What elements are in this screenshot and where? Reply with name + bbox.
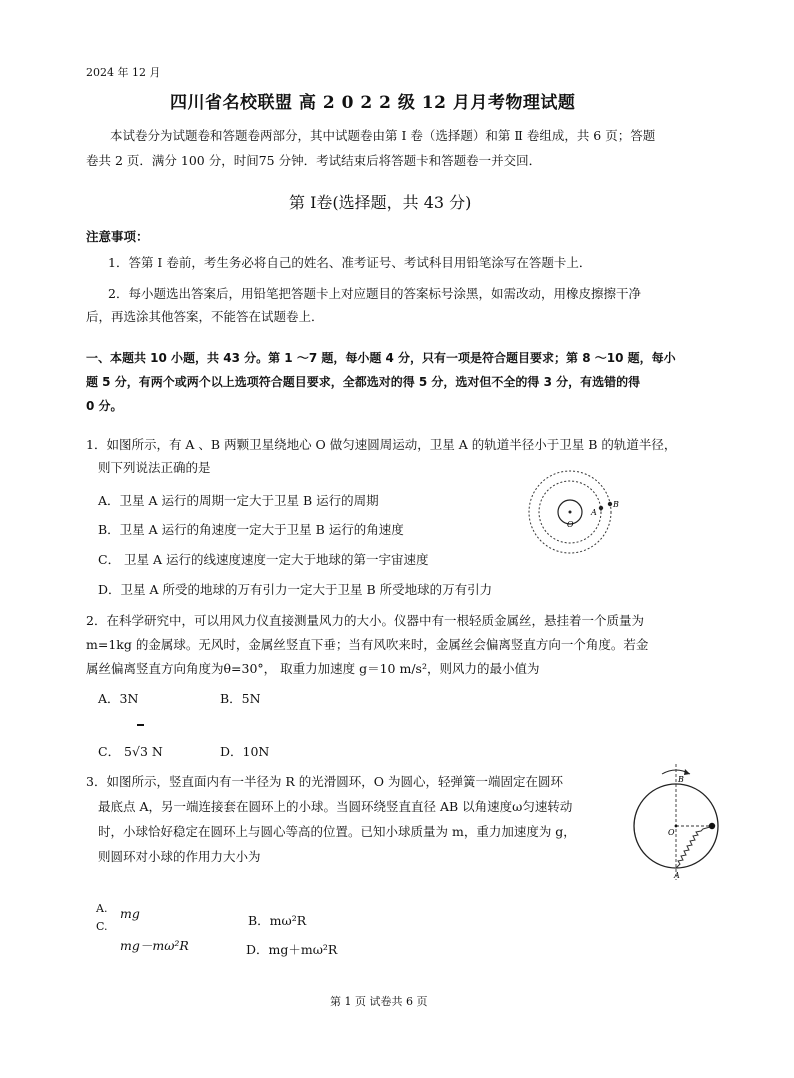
part1-instructions-line-1: 一、本题共 10 小题，共 43 分。第 1 ～7 题，每小题 4 分，只有一项是符合题目要求；第 8 ～10 题，每小	[86, 351, 676, 365]
q3-option-c: mg－mω²R	[120, 938, 189, 953]
q1-option-c: C． 卫星 A 运行的线速度速度一定大于地球的第一宇宙速度	[98, 552, 429, 567]
q2-stem-line-1: 2．在科学研究中，可以用风力仪直接测量风力的大小。仪器中有一根轻质金属丝，悬挂着一个质量为	[86, 613, 644, 628]
q3-option-b: B．mω²R	[248, 913, 307, 928]
q1-stem-line-2: 则下列说法正确的是	[98, 460, 211, 475]
q2-option-b: B．5N	[220, 691, 261, 706]
q2-overline-mark	[137, 724, 144, 726]
note-2-line-1: 2．每小题选出答案后，用铅笔把答题卡上对应题目的答案标号涂黑，如需改动，用橡皮擦擦干净	[108, 286, 641, 301]
q2-stem-line-3: 属丝偏离竖直方向角度为θ=30°， 取重力加速度 g＝10 m/s²，则风力的最小值为	[86, 661, 540, 676]
label-b: B	[613, 500, 619, 509]
spring	[676, 827, 710, 868]
q3-stem-line-1: 3．如图所示，竖直面内有一半径为 R 的光滑圆环，O 为圆心，轻弹簧一端固定在圆环	[86, 774, 564, 789]
label-b: B	[678, 775, 684, 784]
satellite-a	[599, 506, 603, 510]
page-footer: 第 1 页 试卷共 6 页	[330, 995, 428, 1008]
q2-stem-line-2: m=1kg 的金属球。无风时，金属丝竖直下垂；当有风吹来时，金属丝会偏离竖直方向一个角度。若金	[86, 637, 649, 652]
q3-stem-line-2: 最底点 A，另一端连接套在圆环上的小球。当圆环绕竖直直径 AB 以角速度ω匀速转动	[98, 799, 573, 814]
q1-orbit-figure	[526, 470, 626, 570]
q3-stem-line-4: 则圆环对小球的作用力大小为	[98, 849, 261, 864]
exam-date: 2024 年 12 月	[86, 66, 161, 79]
q3-option-a: mg	[120, 906, 140, 921]
q1-stem-line-1: 1．如图所示，有 A 、B 两颗卫星绕地心 O 做匀速圆周运动，卫星 A 的轨道半径小于卫星 B 的轨道半径，	[86, 437, 677, 452]
q2-option-d: D．10N	[220, 744, 270, 759]
earth-center	[569, 511, 572, 514]
section-title: 第 Ⅰ卷(选择题，共 43 分)	[289, 193, 472, 212]
part1-instructions-line-2: 题 5 分，有两个或两个以上选项符合题目要求，全都选对的得 5 分，选对但不全的得 3 分，有选错的得	[86, 375, 641, 389]
q1-option-b: B．卫星 A 运行的角速度一定大于卫星 B 运行的角速度	[98, 522, 404, 537]
label-o: O	[668, 828, 675, 837]
intro-line-2: 卷共 2 页．满分 100 分，时间75 分钟．考试结束后将答题卡和答题卷一并交回．	[86, 153, 542, 168]
q3-ring-figure	[628, 760, 724, 882]
label-a: A	[674, 871, 680, 880]
page-title: 四川省名校联盟 高 2 0 2 2 级 12 月月考物理试题	[170, 93, 576, 113]
q3-stem-line-3: 时，小球恰好稳定在圆环上与圆心等高的位置。已知小球质量为 m，重力加速度为 g，	[98, 824, 576, 839]
part1-instructions-line-3: 0 分。	[86, 399, 123, 413]
q2-option-a: A．3N	[98, 691, 139, 706]
intro-line-1: 本试卷分为试题卷和答题卷两部分，其中试题卷由第 Ⅰ 卷（选择题）和第 Ⅱ 卷组成，共 6 页；答题	[110, 128, 656, 143]
note-2-line-2: 后，再选涂其他答案，不能答在试题卷上．	[86, 309, 324, 324]
label-a: A	[591, 508, 597, 517]
satellite-b	[608, 502, 612, 506]
q3-option-c-label: C.	[96, 920, 108, 933]
label-o: O	[567, 520, 574, 529]
rotation-arrowhead	[684, 769, 690, 775]
note-1: 1．答第 Ⅰ 卷前，考生务必将自己的姓名、准考证号、考试科目用铅笔涂写在答题卡上．	[108, 255, 592, 270]
q2-option-c: C． 5√3 N	[98, 744, 163, 759]
q3-option-a-label: A.	[96, 902, 108, 915]
q1-option-a: A．卫星 A 运行的周期一定大于卫星 B 运行的周期	[98, 493, 379, 508]
center-point	[675, 825, 678, 828]
q3-option-d: D．mg＋mω²R	[246, 942, 338, 957]
q1-option-d: D．卫星 A 所受的地球的万有引力一定大于卫星 B 所受地球的万有引力	[98, 582, 493, 597]
notes-heading: 注意事项：	[86, 229, 149, 244]
ball	[709, 823, 715, 829]
